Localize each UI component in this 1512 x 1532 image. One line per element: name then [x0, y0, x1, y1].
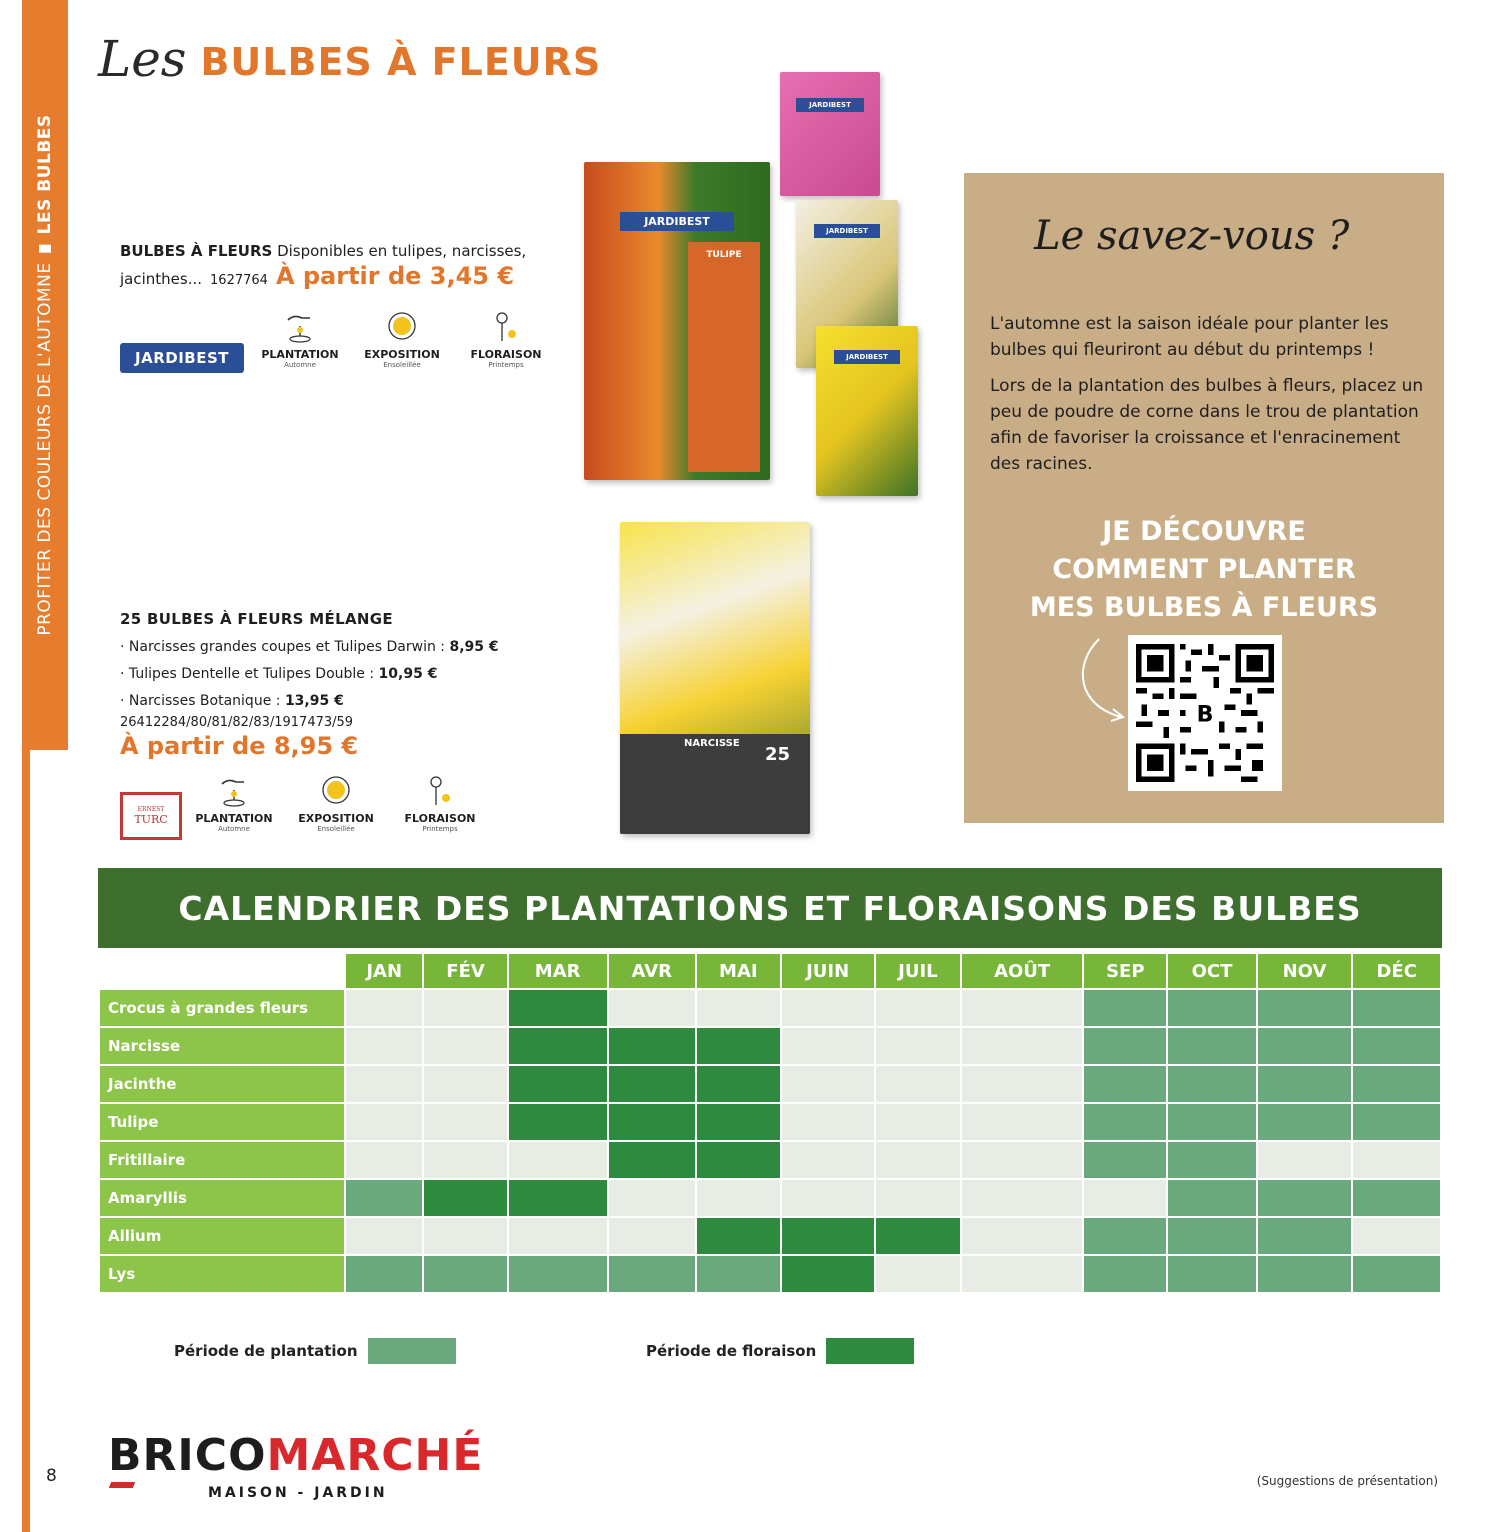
ernest-turc-logo: ERNEST TURC — [120, 792, 182, 840]
packet-variety: NARCISSE — [684, 738, 740, 749]
empty-cell — [346, 1066, 422, 1102]
plantation-cell — [509, 1256, 607, 1292]
plantation-cell — [1258, 1180, 1352, 1216]
floraison-cell — [782, 1256, 874, 1292]
empty-cell — [346, 1028, 422, 1064]
empty-cell — [962, 1256, 1082, 1292]
logo-tagline: MAISON - JARDIN — [208, 1485, 388, 1501]
sun-icon — [382, 306, 422, 346]
plant-name: Lys — [100, 1256, 344, 1292]
empty-cell — [876, 1256, 960, 1292]
picto-label: PLANTATION — [261, 348, 339, 361]
cta-line-2: COMMENT PLANTER — [1052, 554, 1356, 585]
plantation-cell — [1353, 1066, 1440, 1102]
calendar-header-row — [100, 954, 1440, 988]
plantation-cell — [1168, 1180, 1255, 1216]
month-header: FÉV — [424, 954, 506, 988]
plantation-cell — [1258, 1218, 1352, 1254]
product-bulbes — [120, 240, 560, 290]
section-label — [35, 114, 55, 635]
empty-cell — [962, 990, 1082, 1026]
plantation-cell — [1168, 1218, 1255, 1254]
plantation-cell — [1353, 1104, 1440, 1140]
flower-icon — [486, 306, 526, 346]
curved-arrow-icon — [1069, 635, 1129, 729]
presentation-note: (Suggestions de présentation) — [1256, 1474, 1438, 1488]
empty-cell — [782, 1180, 874, 1216]
plantation-cell — [1353, 1180, 1440, 1216]
product-name: BULBES À FLEURS — [120, 242, 273, 260]
packet-count: 25 — [764, 744, 790, 765]
legend-label: Période de plantation — [174, 1342, 358, 1360]
packet-brand: JARDIBEST — [814, 224, 880, 238]
empty-cell — [782, 1066, 874, 1102]
plantation-cell — [1353, 990, 1440, 1026]
floraison-cell — [609, 1104, 696, 1140]
product-ref: 1627764 — [210, 273, 268, 288]
empty-cell — [962, 1180, 1082, 1216]
empty-cell — [609, 990, 696, 1026]
plant-name: Fritillaire — [100, 1142, 344, 1178]
empty-cell — [346, 990, 422, 1026]
month-header: AVR — [609, 954, 696, 988]
empty-cell — [509, 1218, 607, 1254]
month-header: MAI — [697, 954, 779, 988]
flower-icon — [420, 770, 460, 810]
floraison-cell — [509, 1104, 607, 1140]
product-name: 25 BULBES À FLEURS MÉLANGE — [120, 610, 393, 628]
picto-exposition — [354, 306, 450, 369]
month-header: MAR — [509, 954, 607, 988]
empty-cell — [876, 1142, 960, 1178]
picto-label: PLANTATION — [195, 812, 273, 825]
floraison-cell — [697, 1066, 779, 1102]
floraison-cell — [424, 1180, 506, 1216]
picto-exposition — [288, 770, 384, 833]
picto-sub: Ensoleillée — [383, 361, 421, 369]
packet-variety: TULIPE — [706, 250, 742, 260]
legend-floraison — [646, 1338, 914, 1364]
qr-code[interactable] — [1128, 635, 1282, 791]
title-main: BULBES À FLEURS — [200, 40, 602, 84]
picto-label: FLORAISON — [404, 812, 476, 825]
page-title — [98, 30, 601, 88]
floraison-cell — [609, 1066, 696, 1102]
calendar-row — [100, 1218, 1440, 1254]
plantation-cell — [1084, 1142, 1166, 1178]
legend-swatch — [368, 1338, 456, 1364]
bricomarche-logo: BRICOMARCHÉ MAISON - JARDIN — [108, 1430, 484, 1501]
planting-hand-icon — [280, 306, 320, 346]
plantation-cell — [1258, 1104, 1352, 1140]
floraison-cell — [697, 1028, 779, 1064]
plantation-cell — [346, 1256, 422, 1292]
legend-swatch — [826, 1338, 914, 1364]
section-separator — [39, 244, 51, 252]
packet-brand: JARDIBEST — [620, 212, 734, 231]
picto-sub: Automne — [284, 361, 316, 369]
empty-cell — [609, 1218, 696, 1254]
item-price: 10,95 € — [378, 666, 438, 682]
plantation-cell — [1258, 1066, 1352, 1102]
empty-cell — [1258, 1142, 1352, 1178]
floraison-cell — [697, 1218, 779, 1254]
plantation-cell — [346, 1180, 422, 1216]
plantation-cell — [1258, 1028, 1352, 1064]
plantation-cell — [1168, 1066, 1255, 1102]
calendar-row — [100, 1104, 1440, 1140]
empty-cell — [782, 1142, 874, 1178]
plant-name: Jacinthe — [100, 1066, 344, 1102]
calendar-title: CALENDRIER DES PLANTATIONS ET FLORAISONS DES BULBES — [98, 868, 1442, 948]
plant-name: Tulipe — [100, 1104, 344, 1140]
picto-label: EXPOSITION — [298, 812, 374, 825]
empty-cell — [876, 1028, 960, 1064]
month-header: SEP — [1084, 954, 1166, 988]
calendar-row — [100, 1180, 1440, 1216]
packet-brand: JARDIBEST — [834, 350, 900, 364]
floraison-cell — [609, 1028, 696, 1064]
info-heading: Le savez-vous ? — [1034, 213, 1350, 259]
plantation-cell — [424, 1256, 506, 1292]
product-desc-2: jacinthes... — [120, 270, 203, 288]
plantation-cell — [1258, 990, 1352, 1026]
empty-cell — [962, 1066, 1082, 1102]
product-desc: Disponibles en tulipes, narcisses, — [277, 242, 527, 260]
price-item: · Narcisses grandes coupes et Tulipes Darwin : 8,95 € — [120, 639, 499, 655]
empty-cell — [782, 990, 874, 1026]
empty-cell — [1353, 1142, 1440, 1178]
picto-label: FLORAISON — [470, 348, 542, 361]
plantation-cell — [1258, 1256, 1352, 1292]
tulipe-packet-image — [584, 162, 770, 480]
empty-cell — [876, 1180, 960, 1216]
how-to-plant-cta — [1004, 513, 1404, 627]
title-script: Les — [98, 30, 187, 88]
month-header: NOV — [1258, 954, 1352, 988]
plantation-cell — [1168, 1028, 1255, 1064]
empty-cell — [1084, 1180, 1166, 1216]
plantation-cell — [1084, 1028, 1166, 1064]
item-price: 8,95 € — [449, 639, 499, 655]
product-melange — [120, 610, 590, 760]
jardibest-logo: JARDIBEST — [120, 343, 244, 373]
empty-cell — [876, 1066, 960, 1102]
empty-cell — [346, 1218, 422, 1254]
floraison-cell — [782, 1218, 874, 1254]
empty-cell — [697, 1180, 779, 1216]
floraison-cell — [509, 990, 607, 1026]
floraison-cell — [509, 1028, 607, 1064]
plant-name: Amaryllis — [100, 1180, 344, 1216]
floraison-cell — [509, 1066, 607, 1102]
product-ref: 26412284/80/81/82/83/1917473/59 — [120, 715, 354, 730]
empty-cell — [424, 1028, 506, 1064]
section-label-topic: LES BULBES — [35, 114, 55, 235]
floraison-cell — [697, 1142, 779, 1178]
calendar-row — [100, 1142, 1440, 1178]
plantation-cell — [1084, 1256, 1166, 1292]
picto-plantation — [186, 770, 282, 833]
empty-cell — [962, 1218, 1082, 1254]
calendar-row — [100, 1256, 1440, 1292]
info-box — [964, 173, 1444, 823]
qr-center-letter: B — [1196, 702, 1214, 728]
empty-cell — [424, 990, 506, 1026]
plantation-cell — [1353, 1256, 1440, 1292]
picto-sub: Automne — [218, 825, 250, 833]
empty-cell — [346, 1142, 422, 1178]
picto-sub: Ensoleillée — [317, 825, 355, 833]
plantation-cell — [1084, 1066, 1166, 1102]
plant-name: Crocus à grandes fleurs — [100, 990, 344, 1026]
empty-cell — [876, 1104, 960, 1140]
cta-line-1: JE DÉCOUVRE — [1102, 516, 1306, 547]
picto-floraison — [392, 770, 488, 833]
picto-sub: Printemps — [488, 361, 524, 369]
empty-cell — [962, 1028, 1082, 1064]
floraison-cell — [697, 1104, 779, 1140]
month-header: JAN — [346, 954, 422, 988]
plantation-cell — [1084, 1104, 1166, 1140]
empty-cell — [609, 1180, 696, 1216]
section-label-theme: PROFITER DES COULEURS DE L'AUTOMNE — [35, 262, 55, 636]
picto-sub: Printemps — [422, 825, 458, 833]
empty-cell — [782, 1028, 874, 1064]
plantation-cell — [609, 1256, 696, 1292]
sun-icon — [316, 770, 356, 810]
floraison-cell — [509, 1180, 607, 1216]
planting-hand-icon — [214, 770, 254, 810]
narcisse-yellow-packet-image — [816, 326, 918, 496]
picto-floraison — [458, 306, 554, 369]
empty-cell — [424, 1066, 506, 1102]
plantation-cell — [1168, 1256, 1255, 1292]
price-item: · Tulipes Dentelle et Tulipes Double : 10,95 € — [120, 666, 438, 682]
narcisse-melange-packet-image — [620, 522, 810, 834]
legend-plantation — [174, 1338, 456, 1364]
picto-label: EXPOSITION — [364, 348, 440, 361]
empty-cell — [962, 1104, 1082, 1140]
calendar-row — [100, 1066, 1440, 1102]
empty-cell — [509, 1142, 607, 1178]
packet-brand: JARDIBEST — [796, 98, 864, 112]
plantation-cell — [1353, 1028, 1440, 1064]
plantation-cell — [697, 1256, 779, 1292]
section-band — [22, 0, 68, 750]
month-header: JUIL — [876, 954, 960, 988]
empty-cell — [424, 1142, 506, 1178]
picto-plantation — [252, 306, 348, 369]
month-header: JUIN — [782, 954, 874, 988]
page-number: 8 — [46, 1466, 57, 1486]
plant-name: Narcisse — [100, 1028, 344, 1064]
info-paragraph-1: L'automne est la saison idéale pour planter les bulbes qui fleuriront au début du printemps ! — [990, 314, 1389, 360]
legend-label: Période de floraison — [646, 1342, 817, 1360]
jacinthe-packet-image — [780, 72, 880, 196]
empty-cell — [876, 990, 960, 1026]
empty-cell — [782, 1104, 874, 1140]
cta-line-3: MES BULBES À FLEURS — [1029, 592, 1379, 623]
price-item: · Narcisses Botanique : 13,95 € — [120, 693, 344, 709]
calendar-row — [100, 1028, 1440, 1064]
month-header: DÉC — [1353, 954, 1440, 988]
info-paragraph-2: Lors de la plantation des bulbes à fleurs, placez un peu de poudre de corne dans le trou de plantation afin de favoriser la croissance et l'enracinement des racines. — [990, 376, 1424, 474]
empty-cell — [424, 1104, 506, 1140]
product-price: À partir de 3,45 € — [275, 262, 515, 290]
product-price: À partir de 8,95 € — [120, 732, 359, 760]
empty-cell — [962, 1142, 1082, 1178]
plantation-cell — [1168, 990, 1255, 1026]
plantation-cell — [1084, 990, 1166, 1026]
item-price: 13,95 € — [284, 693, 344, 709]
plantation-cell — [1168, 1142, 1255, 1178]
empty-cell — [424, 1218, 506, 1254]
qr-code-icon — [1136, 643, 1274, 783]
calendar-row — [100, 990, 1440, 1026]
month-header: AOÛT — [962, 954, 1082, 988]
plant-name: Allium — [100, 1218, 344, 1254]
empty-cell — [697, 990, 779, 1026]
month-header: OCT — [1168, 954, 1255, 988]
empty-cell — [1353, 1218, 1440, 1254]
floraison-cell — [609, 1142, 696, 1178]
plantation-cell — [1168, 1104, 1255, 1140]
plantation-cell — [1084, 1218, 1166, 1254]
section-line — [22, 750, 30, 1532]
empty-cell — [346, 1104, 422, 1140]
calendar-table — [98, 952, 1442, 1294]
floraison-cell — [876, 1218, 960, 1254]
